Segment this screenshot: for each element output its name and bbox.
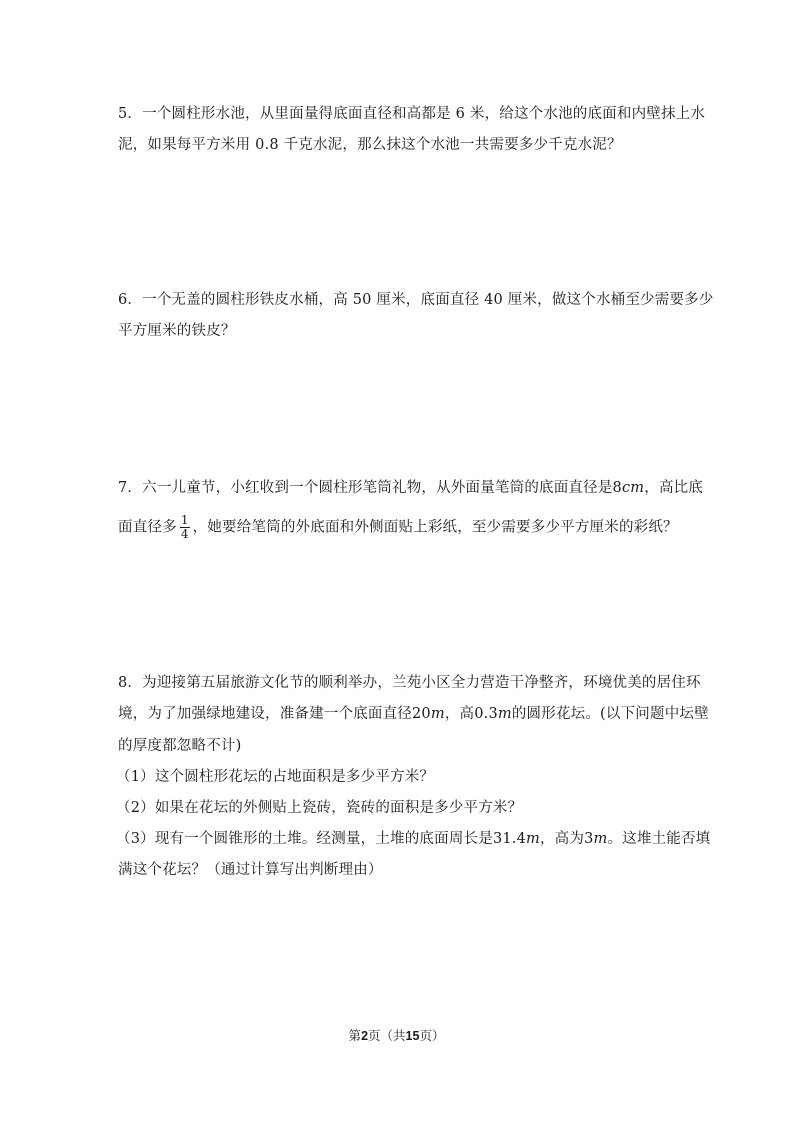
- problem-5-line-2: 泥，如果每平方米用 0.8 千克水泥，那么抹这个水池一共需要多少千克水泥？: [118, 137, 622, 153]
- fraction-denominator: 4: [180, 527, 189, 541]
- problem-7-text-c: 面直径多: [118, 519, 177, 536]
- problem-8-text-b: ，高: [444, 706, 475, 722]
- problem-7-text-d: ，她要给笔筒的外底面和外侧面贴上彩纸，至少需要多少平方厘米的彩纸？: [192, 519, 678, 536]
- footer-total-pages: 15: [405, 1029, 420, 1043]
- problem-8-line-3: 的厚度都忽略不计): [118, 738, 242, 754]
- problem-6-line-2: 平方厘米的铁皮？: [118, 323, 236, 339]
- footer-middle: 页（共: [368, 1028, 406, 1043]
- problem-8-sub-3-text-b: ，高为: [539, 831, 585, 847]
- fraction: [180, 514, 190, 541]
- diameter-value: 8: [612, 480, 622, 496]
- problem-8-line-2: [118, 704, 709, 724]
- circumference-unit: m: [526, 831, 540, 847]
- bed-diameter-value: 20: [412, 706, 431, 722]
- page-footer: [0, 1026, 793, 1044]
- problem-8-text-a: 境，为了加强绿地建设，准备建一个底面直径: [118, 706, 412, 722]
- cone-height-unit: m: [593, 831, 608, 847]
- problem-8-sub-1: （1）这个圆柱形花坛的占地面积是多少平方米？: [116, 769, 435, 785]
- problem-8-text-c: 的圆形花坛。(以下问题中坛壁: [511, 706, 709, 722]
- problem-7-text-b: ，高比底: [644, 480, 704, 496]
- problem-7-line-1: [118, 478, 704, 498]
- problem-5-line-1: 5．一个圆柱形水池，从里面量得底面直径和高都是 6 米，给这个水池的底面和内壁抹上水: [118, 106, 706, 122]
- problem-8-sub-3-text-c: 。这堆土能否填: [607, 831, 711, 847]
- cone-height-value: 3: [584, 831, 594, 847]
- problem-8-sub-3: [116, 829, 711, 849]
- bed-height-value: 0.3: [474, 706, 498, 722]
- footer-suffix: 页）: [419, 1028, 445, 1043]
- problem-6-line-1: 6．一个无盖的圆柱形铁皮水桶，高 50 厘米，底面直径 40 厘米，做这个水桶至少需要多少: [118, 292, 714, 308]
- problem-7-line-2: [118, 514, 678, 541]
- bed-diameter-unit: m: [430, 706, 445, 722]
- problem-7-text-a: 7．六一儿童节，小红收到一个圆柱形笔筒礼物，从外面量笔筒的底面直径是: [118, 480, 613, 496]
- problem-8-line-1: 8．为迎接第五届旅游文化节的顺利举办，兰苑小区全力营造干净整齐，环境优美的居住环: [118, 675, 701, 691]
- fraction-numerator: 1: [180, 513, 189, 527]
- footer-prefix: 第: [348, 1028, 362, 1043]
- diameter-unit: cm: [621, 480, 645, 496]
- footer-page-number: 2: [361, 1029, 369, 1043]
- problem-8-sub-3-text-a: （3）现有一个圆锥形的土堆。经测量，土堆的底面周长是: [116, 831, 493, 847]
- circumference-value: 31.4: [492, 831, 527, 847]
- problem-8-sub-3-line-2: 满这个花坛？（通过计算写出判断理由）: [118, 862, 383, 878]
- bed-height-unit: m: [497, 706, 512, 722]
- problem-8-sub-2: （2）如果在花坛的外侧贴上瓷砖，瓷砖的面积是多少平方米？: [116, 800, 523, 816]
